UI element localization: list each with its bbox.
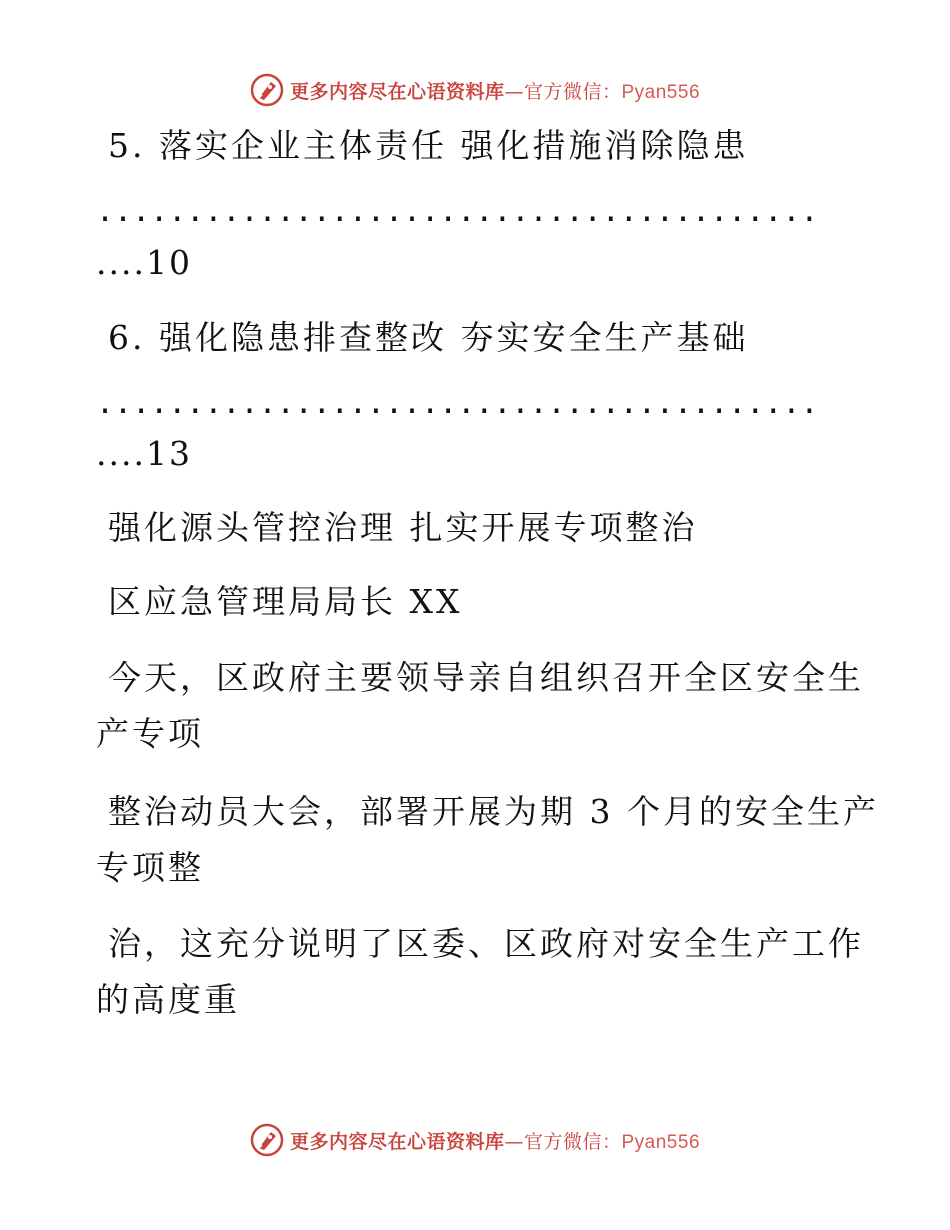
watermark-text xyxy=(290,1127,700,1154)
pen-nib-logo-icon xyxy=(250,73,284,107)
watermark-text xyxy=(290,77,700,104)
paragraph-line: 今天，区政府主要领导亲自组织召开全区安全生 xyxy=(108,658,864,697)
article-author: 区应急管理局局长 XX xyxy=(108,582,463,621)
paragraph-line: 治，这充分说明了区委、区政府对安全生产工作 xyxy=(108,924,864,963)
toc-entry-page: ....13 xyxy=(96,434,192,473)
footer-watermark xyxy=(0,1122,950,1158)
pen-nib-logo-icon xyxy=(250,1123,284,1157)
watermark-id: Pyan556 xyxy=(621,81,701,103)
watermark-site: 更多内容尽在心语资料库 xyxy=(289,80,505,103)
watermark-site: 更多内容尽在心语资料库 xyxy=(289,1130,505,1153)
watermark-dash: — xyxy=(504,1130,524,1153)
paragraph-line: 的高度重 xyxy=(96,980,240,1019)
watermark-id: Pyan556 xyxy=(621,1131,701,1153)
watermark-label: 官方微信： xyxy=(523,1130,622,1153)
paragraph-line: 整治动员大会，部署开展为期 3 个月的安全生产 xyxy=(108,792,879,831)
paragraph-line: 产专项 xyxy=(96,714,204,753)
article-title: 强化源头管控治理 扎实开展专项整治 xyxy=(108,508,698,547)
paragraph-line: 专项整 xyxy=(96,848,204,887)
toc-entry-leader: ........................................ xyxy=(96,386,819,421)
toc-entry-title: 6. 强化隐患排查整改 夯实安全生产基础 xyxy=(108,318,749,357)
header-watermark xyxy=(0,72,950,108)
watermark-label: 官方微信： xyxy=(523,80,622,103)
toc-entry-page: ....10 xyxy=(96,243,192,282)
watermark-dash: — xyxy=(504,80,524,103)
toc-entry-title: 5. 落实企业主体责任 强化措施消除隐患 xyxy=(108,126,749,165)
toc-entry-leader: ........................................ xyxy=(96,194,819,229)
